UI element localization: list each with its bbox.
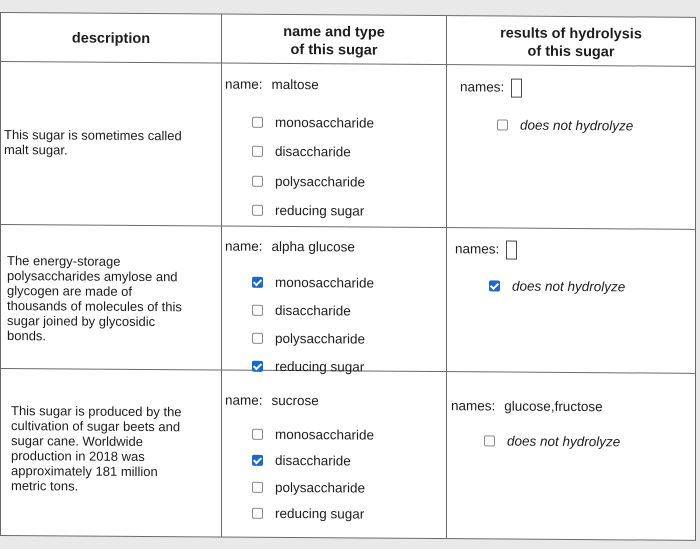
checkbox-checked[interactable] xyxy=(489,280,500,291)
row2-names xyxy=(455,240,517,259)
row3-option-disaccharide[interactable] xyxy=(252,453,351,469)
row1-option-monosaccharide[interactable] xyxy=(252,115,374,131)
row-divider xyxy=(1,224,695,230)
desc-line: sugar cane. Worldwide xyxy=(11,433,143,449)
row1-description xyxy=(4,127,182,158)
row1-option-reducing-sugar[interactable] xyxy=(252,203,364,219)
desc-line: glycogen are made of xyxy=(7,283,133,299)
desc-line: malt sugar. xyxy=(4,142,68,158)
desc-line: The energy-storage xyxy=(7,253,121,269)
option-label: disaccharide xyxy=(275,302,351,319)
checkbox[interactable] xyxy=(252,333,263,344)
names-value[interactable]: glucose,fructose xyxy=(504,398,603,415)
column-divider xyxy=(221,15,222,537)
option-label: monosaccharide xyxy=(275,426,375,443)
option-label: polysaccharide xyxy=(275,330,366,347)
checkbox[interactable] xyxy=(252,305,263,316)
name-value: alpha glucose xyxy=(271,238,355,255)
names-label: names: xyxy=(460,79,505,95)
checkbox-checked[interactable] xyxy=(252,277,263,288)
header-results-line1: results of hydrolysis xyxy=(500,25,642,43)
header-divider xyxy=(1,61,695,67)
names-label: names: xyxy=(451,398,496,414)
header-name-type-line2: of this sugar xyxy=(290,42,378,59)
checkbox[interactable] xyxy=(484,435,495,446)
header-description: description xyxy=(71,30,151,48)
option-label: polysaccharide xyxy=(275,479,366,496)
row2-option-monosaccharide[interactable] xyxy=(252,275,374,291)
desc-line: bonds. xyxy=(7,328,47,344)
row2-option-polysaccharide[interactable] xyxy=(252,331,365,347)
name-value: sucrose xyxy=(271,392,319,409)
option-label: does not hydrolyze xyxy=(512,278,626,295)
row2-option-reducing-sugar[interactable] xyxy=(252,359,364,375)
desc-line: metric tons. xyxy=(11,478,79,494)
row1-option-disaccharide[interactable] xyxy=(252,144,351,160)
option-label: does not hydrolyze xyxy=(507,433,621,450)
header-name-type xyxy=(222,23,446,61)
row1-names xyxy=(460,78,522,97)
checkbox[interactable] xyxy=(252,508,263,519)
desc-line: polysaccharides amylose and xyxy=(7,268,178,285)
desc-line: approximately 181 million xyxy=(11,463,158,480)
names-answer-box[interactable] xyxy=(511,79,522,98)
row2-does-not-hydrolyze[interactable] xyxy=(489,278,625,294)
row3-option-polysaccharide[interactable] xyxy=(252,480,365,496)
desc-line: thousands of molecules of this xyxy=(7,298,182,315)
option-label: monosaccharide xyxy=(275,274,375,291)
option-label: does not hydrolyze xyxy=(520,117,634,134)
checkbox[interactable] xyxy=(252,205,263,216)
name-label: name: xyxy=(225,76,263,92)
option-label: polysaccharide xyxy=(275,173,366,190)
checkbox[interactable] xyxy=(252,482,263,493)
desc-line: This sugar is produced by the xyxy=(11,403,182,420)
option-label: disaccharide xyxy=(275,452,351,469)
row3-option-monosaccharide[interactable] xyxy=(252,427,374,443)
row2-option-disaccharide[interactable] xyxy=(252,303,351,319)
checkbox[interactable] xyxy=(252,429,263,440)
desc-line: cultivation of sugar beets and xyxy=(11,418,181,435)
row1-option-polysaccharide[interactable] xyxy=(252,174,365,190)
checkbox[interactable] xyxy=(497,119,508,130)
name-value: maltose xyxy=(271,76,319,93)
desc-line: sugar joined by glycosidic xyxy=(7,313,156,330)
row1-does-not-hydrolyze[interactable] xyxy=(497,117,633,133)
row3-name xyxy=(225,393,319,409)
row2-name xyxy=(225,239,355,255)
header-name-type-line1: name and type xyxy=(283,23,385,41)
option-label: monosaccharide xyxy=(275,114,375,131)
column-divider xyxy=(446,16,447,538)
option-label: reducing sugar xyxy=(275,505,365,522)
checkbox-checked[interactable] xyxy=(252,455,263,466)
row2-description xyxy=(7,253,182,344)
option-label: reducing sugar xyxy=(275,358,365,375)
name-label: name: xyxy=(225,238,263,254)
row3-does-not-hydrolyze[interactable] xyxy=(484,433,620,449)
header-results xyxy=(447,24,695,62)
checkbox[interactable] xyxy=(252,117,263,128)
option-label: reducing sugar xyxy=(275,202,365,219)
row3-names xyxy=(451,398,603,414)
row3-option-reducing-sugar[interactable] xyxy=(252,506,364,522)
names-answer-box[interactable] xyxy=(506,241,517,260)
checkbox-checked[interactable] xyxy=(252,361,263,372)
name-label: name: xyxy=(225,392,263,408)
desc-line: This sugar is sometimes called xyxy=(4,127,182,144)
option-label: disaccharide xyxy=(275,143,351,160)
row3-description xyxy=(11,403,182,494)
desc-line: production in 2018 was xyxy=(11,448,145,465)
header-results-line2: of this sugar xyxy=(527,43,615,61)
checkbox[interactable] xyxy=(252,146,263,157)
sugar-table xyxy=(0,12,696,541)
names-label: names: xyxy=(455,241,500,257)
row1-name xyxy=(225,77,319,93)
checkbox[interactable] xyxy=(252,176,263,187)
